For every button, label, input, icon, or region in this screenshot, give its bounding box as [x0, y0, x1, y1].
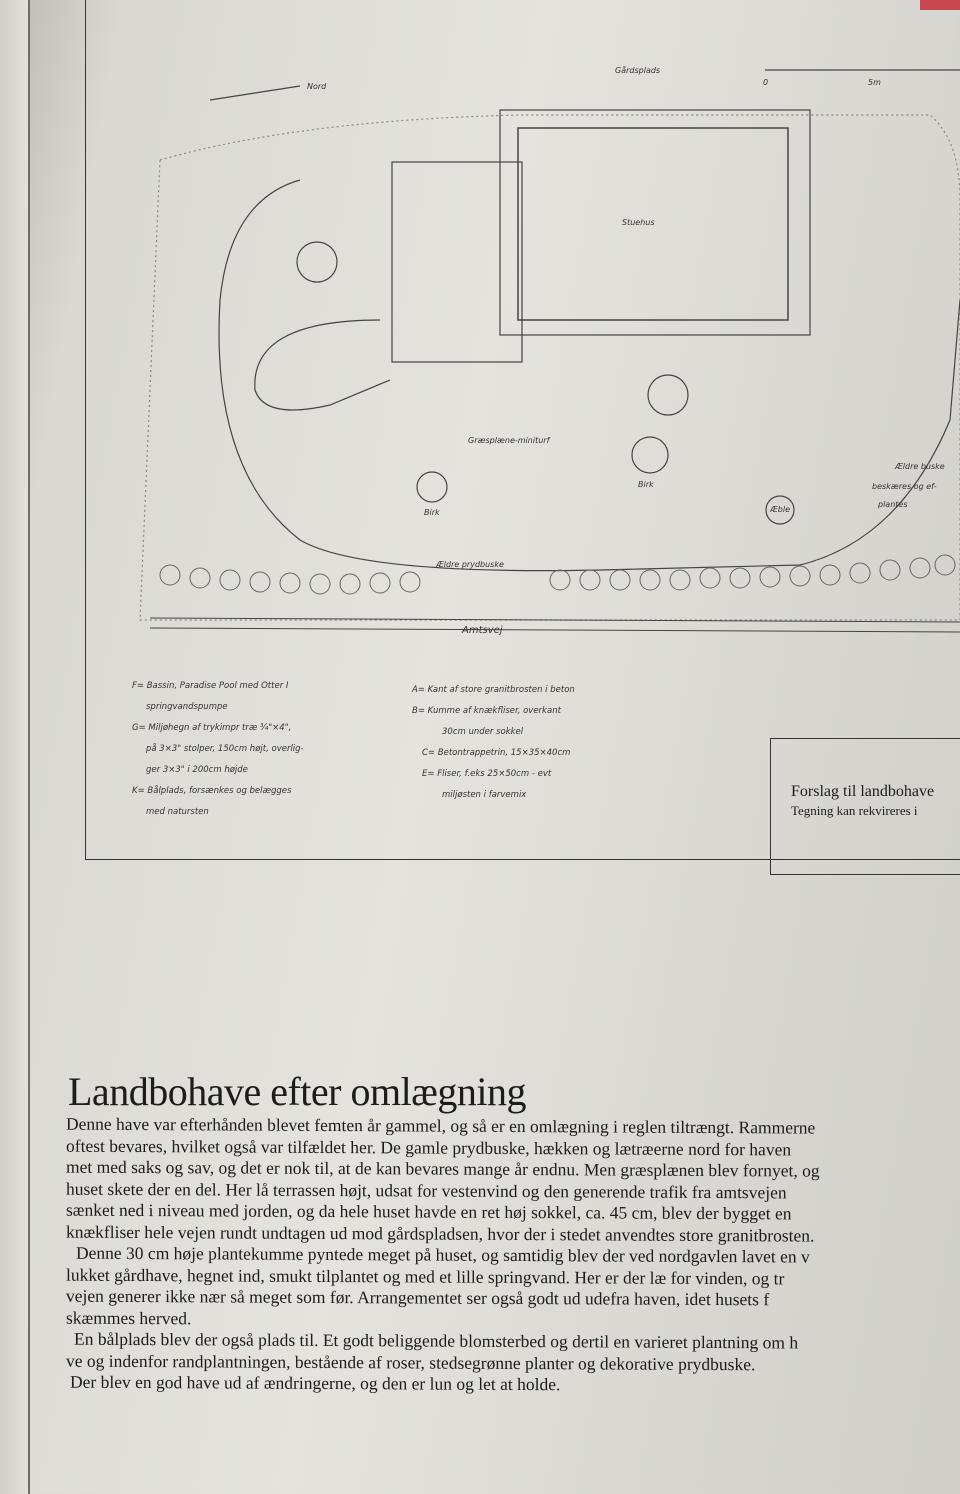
body-line: Denne have var efterhånden blevet femten år gammel, og så er en omlægning i reglen tiltrængt. Rammerne [66, 1113, 816, 1138]
legend-item: 30cm under sokkel [442, 727, 524, 737]
caption-title: Forslag til landbohave [791, 783, 935, 800]
tree-label: Birk [424, 508, 440, 517]
body-line: En bålplads blev der også plads til. Et godt beliggende blomsterbed og dertil en varieret plantning om h [74, 1328, 799, 1353]
terrace [392, 162, 522, 362]
legend-item: på 3×3" stolper, 150cm højt, overlig- [146, 744, 304, 754]
planter-round [648, 375, 688, 415]
tree-birch-1 [632, 437, 668, 473]
north-arrow [210, 86, 300, 100]
courtyard-label: Gårdsplads [615, 66, 661, 75]
body-line: oftest bevares, hvilket også var tilfældet her. De gamle prydbuske, hækken og lætræerne nord for haven [66, 1135, 792, 1159]
caption-subtitle: Tegning kan rekvireres i [791, 803, 918, 818]
fire-pit [297, 242, 337, 282]
legend-left [132, 676, 304, 823]
article-heading: Landbohave efter omlægning [68, 1069, 526, 1114]
hedge-dots [160, 555, 955, 594]
body-line: lukket gårdhave, hegnet ind, smukt tilplantet og med et lille springvand. Her er der læ for vinden, og tr [66, 1264, 785, 1288]
shrubs-label: Ældre prydbuske [436, 560, 504, 569]
article-body [66, 1114, 960, 1398]
body-line: sænket ned i niveau med jorden, og da hele huset havde en ret høj sokkel, ca. 45 cm, blev der bygget en [66, 1199, 792, 1224]
legend-item: K= Bålplads, forsænkes og belægges [132, 786, 292, 796]
scale-zero: 0 [763, 78, 769, 87]
legend-item: E= Fliser, f.eks 25×50cm - evt [422, 769, 552, 779]
tree-label: Æble [770, 505, 791, 514]
road-label: Amtsvej [462, 625, 503, 636]
body-line: huset skete der en del. Her lå terrassen højt, udsat for vestenvind og den generende trafik fra amtsvejen [66, 1178, 787, 1202]
shrubs-right-label: plantes [878, 500, 908, 509]
house-label: Stuehus [622, 218, 655, 227]
north-label: Nord [307, 82, 327, 91]
body-line: knækfliser hele vejen rundt undtagen ud mod gårdspladsen, hvor der i stedet anvendtes store granitbrosten. [66, 1221, 815, 1246]
shrubs-right-label: beskæres og ef- [872, 482, 937, 491]
outer-boundary [140, 115, 960, 620]
shrubs-right-label: Ældre buske [895, 462, 945, 471]
body-line: skæmmes herved. [66, 1307, 192, 1328]
house-border [500, 110, 810, 335]
body-line: met med saks og sav, og det er nok til, at de kan bevares mange år endnu. Men græsplænen blev fornyet, og [66, 1156, 820, 1181]
caption-box [770, 738, 960, 875]
legend-item: med natursten [146, 807, 209, 817]
body-line: Denne 30 cm høje plantekumme pyntede meget på huset, og samtidig blev der ved nordgavlen lavet en v [76, 1242, 810, 1267]
legend-item: B= Kumme af knækfliser, overkant [412, 706, 561, 716]
tree-birch-2 [417, 472, 447, 502]
legend-item: miljøsten i farvemix [442, 790, 527, 800]
body-line: Der blev en god have ud af ændringerne, og den er lun og let at holde. [70, 1371, 561, 1395]
legend-item: ger 3×3" i 200cm højde [146, 765, 248, 775]
body-line: ve og indenfor randplantningen, bestående af roser, stedsegrønne planter og dekorative prydbuske. [66, 1350, 756, 1374]
legend-item: G= Miljøhegn af trykimpr træ ¾"×4", [132, 723, 292, 733]
legend-item: F= Bassin, Paradise Pool med Otter I [132, 681, 289, 691]
lawn-outline [219, 180, 960, 571]
body-line: vejen generer ikke nær så meget som før. Arrangementet ser også godt ud udefra haven, idet husets f [66, 1285, 770, 1310]
tree-label: Birk [638, 480, 654, 489]
flowerbed [255, 320, 390, 410]
legend-item: A= Kant af store granitbrosten i beton [412, 685, 575, 695]
lawn-label: Græsplæne-miniturf [468, 436, 550, 445]
legend-item: springvandspumpe [146, 702, 228, 712]
legend-item: C= Betontrappetrin, 15×35×40cm [422, 748, 571, 758]
legend-right [412, 680, 575, 806]
scale-five: 5m [868, 78, 881, 87]
